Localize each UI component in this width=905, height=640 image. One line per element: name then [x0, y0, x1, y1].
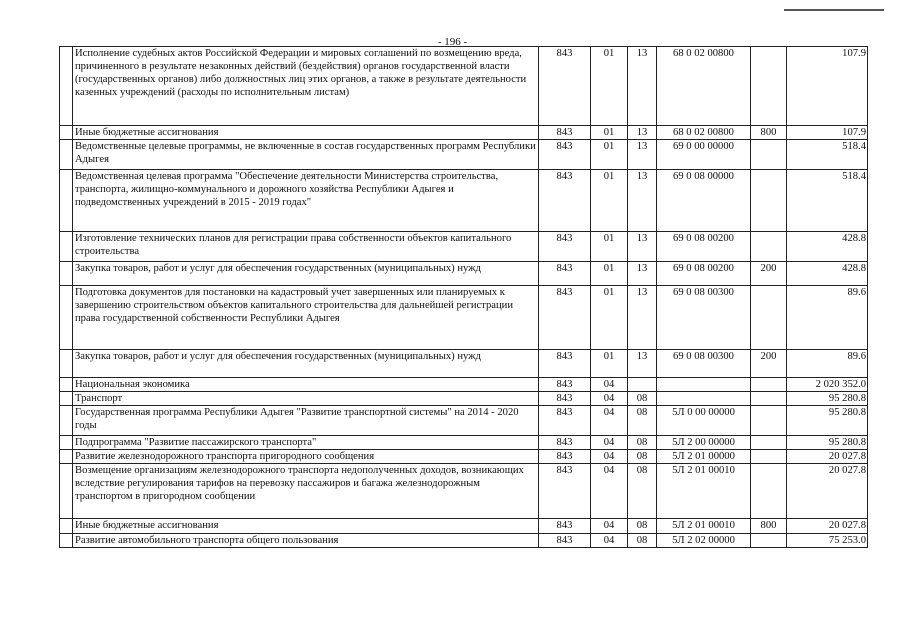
table-row — [60, 464, 868, 519]
ministry-code-cell: 843 — [539, 262, 591, 286]
amount-cell: 2 020 352.0 — [787, 378, 868, 392]
budget-table — [59, 46, 868, 548]
expense-type-cell — [751, 140, 787, 170]
ministry-code-cell: 843 — [539, 286, 591, 350]
table-row — [60, 350, 868, 378]
subsection-code-cell: 08 — [628, 392, 657, 406]
expense-type-cell: 800 — [751, 519, 787, 534]
expense-name-cell: Иные бюджетные ассигнования — [73, 126, 539, 140]
target-article-cell — [657, 392, 751, 406]
expense-type-cell — [751, 47, 787, 126]
subsection-code-cell: 13 — [628, 140, 657, 170]
table-body — [60, 47, 868, 548]
subsection-code-cell: 08 — [628, 519, 657, 534]
amount-cell: 107.9 — [787, 47, 868, 126]
target-article-cell: 5Л 2 01 00010 — [657, 464, 751, 519]
ministry-code-cell: 843 — [539, 436, 591, 450]
row-margin-cell — [60, 534, 73, 548]
subsection-code-cell: 13 — [628, 126, 657, 140]
ministry-code-cell: 843 — [539, 350, 591, 378]
expense-name-cell: Закупка товаров, работ и услуг для обеспечения государственных (муниципальных) нужд — [73, 350, 539, 378]
expense-name-cell: Иные бюджетные ассигнования — [73, 519, 539, 534]
section-code-cell: 04 — [591, 436, 628, 450]
subsection-code-cell: 13 — [628, 232, 657, 262]
ministry-code-cell: 843 — [539, 232, 591, 262]
section-code-cell: 01 — [591, 286, 628, 350]
table-row — [60, 392, 868, 406]
target-article-cell: 69 0 08 00200 — [657, 262, 751, 286]
expense-name-cell: Транспорт — [73, 392, 539, 406]
section-code-cell: 04 — [591, 378, 628, 392]
target-article-cell: 69 0 08 00300 — [657, 286, 751, 350]
table-row — [60, 450, 868, 464]
ministry-code-cell: 843 — [539, 464, 591, 519]
section-code-cell: 01 — [591, 47, 628, 126]
subsection-code-cell: 13 — [628, 286, 657, 350]
amount-cell: 428.8 — [787, 232, 868, 262]
expense-type-cell — [751, 232, 787, 262]
expense-name-cell: Подпрограмма "Развитие пассажирского транспорта" — [73, 436, 539, 450]
row-margin-cell — [60, 436, 73, 450]
row-margin-cell — [60, 519, 73, 534]
amount-cell: 95 280.8 — [787, 392, 868, 406]
expense-type-cell — [751, 406, 787, 436]
amount-cell: 95 280.8 — [787, 436, 868, 450]
amount-cell: 75 253.0 — [787, 534, 868, 548]
top-rule — [784, 9, 884, 11]
page-number: - 196 - — [437, 36, 468, 48]
table-row — [60, 140, 868, 170]
expense-type-cell: 200 — [751, 350, 787, 378]
amount-cell: 428.8 — [787, 262, 868, 286]
subsection-code-cell: 13 — [628, 262, 657, 286]
section-code-cell: 01 — [591, 126, 628, 140]
section-code-cell: 04 — [591, 464, 628, 519]
subsection-code-cell: 13 — [628, 350, 657, 378]
ministry-code-cell: 843 — [539, 378, 591, 392]
amount-cell: 20 027.8 — [787, 464, 868, 519]
section-code-cell: 04 — [591, 534, 628, 548]
row-margin-cell — [60, 170, 73, 232]
expense-type-cell — [751, 170, 787, 232]
table-row — [60, 534, 868, 548]
subsection-code-cell: 08 — [628, 534, 657, 548]
table-row — [60, 286, 868, 350]
table-row — [60, 262, 868, 286]
table-row — [60, 519, 868, 534]
target-article-cell — [657, 378, 751, 392]
expense-type-cell: 200 — [751, 262, 787, 286]
section-code-cell: 04 — [591, 406, 628, 436]
row-margin-cell — [60, 232, 73, 262]
section-code-cell: 01 — [591, 170, 628, 232]
table-row — [60, 436, 868, 450]
target-article-cell: 5Л 2 00 00000 — [657, 436, 751, 450]
amount-cell: 20 027.8 — [787, 450, 868, 464]
expense-name-cell: Исполнение судебных актов Российской Федерации и мировых соглашений по возмещению вреда, причиненного в результате незаконных действий (бездействия) органов государственной власти (государственных органов) либо должностных лиц этих органов, а также в результате деятельности казенных учреждений (расходы по исполнительным листам) — [73, 47, 539, 126]
row-margin-cell — [60, 392, 73, 406]
expense-name-cell: Закупка товаров, работ и услуг для обеспечения государственных (муниципальных) нужд — [73, 262, 539, 286]
table-row — [60, 232, 868, 262]
row-margin-cell — [60, 140, 73, 170]
amount-cell: 20 027.8 — [787, 519, 868, 534]
section-code-cell: 01 — [591, 232, 628, 262]
amount-cell: 89.6 — [787, 286, 868, 350]
section-code-cell: 04 — [591, 450, 628, 464]
expense-type-cell — [751, 286, 787, 350]
section-code-cell: 04 — [591, 392, 628, 406]
table-row — [60, 378, 868, 392]
subsection-code-cell: 13 — [628, 47, 657, 126]
section-code-cell: 01 — [591, 140, 628, 170]
expense-type-cell — [751, 392, 787, 406]
target-article-cell: 69 0 08 00300 — [657, 350, 751, 378]
subsection-code-cell: 08 — [628, 450, 657, 464]
ministry-code-cell: 843 — [539, 140, 591, 170]
table-row — [60, 47, 868, 126]
row-margin-cell — [60, 378, 73, 392]
expense-name-cell: Национальная экономика — [73, 378, 539, 392]
expense-name-cell: Подготовка документов для постановки на кадастровый учет завершенных или планируемых к завершению строительством объектов капитального строительства для дальнейшей регистрации права государственной собственности Республики Адыгея — [73, 286, 539, 350]
amount-cell: 89.6 — [787, 350, 868, 378]
expense-name-cell: Изготовление технических планов для регистрации права собственности объектов капитального строительства — [73, 232, 539, 262]
expense-name-cell: Развитие железнодорожного транспорта пригородного сообщения — [73, 450, 539, 464]
amount-cell: 518.4 — [787, 170, 868, 232]
table-row — [60, 126, 868, 140]
ministry-code-cell: 843 — [539, 534, 591, 548]
row-margin-cell — [60, 464, 73, 519]
subsection-code-cell: 13 — [628, 170, 657, 232]
expense-type-cell — [751, 464, 787, 519]
expense-name-cell: Государственная программа Республики Адыгея "Развитие транспортной системы" на 2014 - 2020 годы — [73, 406, 539, 436]
section-code-cell: 04 — [591, 519, 628, 534]
ministry-code-cell: 843 — [539, 126, 591, 140]
expense-type-cell — [751, 378, 787, 392]
ministry-code-cell: 843 — [539, 47, 591, 126]
ministry-code-cell: 843 — [539, 519, 591, 534]
subsection-code-cell — [628, 378, 657, 392]
amount-cell: 107.9 — [787, 126, 868, 140]
row-margin-cell — [60, 262, 73, 286]
ministry-code-cell: 843 — [539, 406, 591, 436]
target-article-cell: 68 0 02 00800 — [657, 126, 751, 140]
expense-name-cell: Развитие автомобильного транспорта общего пользования — [73, 534, 539, 548]
row-margin-cell — [60, 286, 73, 350]
expense-type-cell: 800 — [751, 126, 787, 140]
target-article-cell: 5Л 2 01 00010 — [657, 519, 751, 534]
ministry-code-cell: 843 — [539, 170, 591, 232]
amount-cell: 95 280.8 — [787, 406, 868, 436]
expense-type-cell — [751, 436, 787, 450]
row-margin-cell — [60, 126, 73, 140]
row-margin-cell — [60, 350, 73, 378]
row-margin-cell — [60, 406, 73, 436]
target-article-cell: 5Л 2 01 00000 — [657, 450, 751, 464]
subsection-code-cell: 08 — [628, 436, 657, 450]
ministry-code-cell: 843 — [539, 392, 591, 406]
amount-cell: 518.4 — [787, 140, 868, 170]
expense-type-cell — [751, 450, 787, 464]
expense-type-cell — [751, 534, 787, 548]
target-article-cell: 5Л 0 00 00000 — [657, 406, 751, 436]
expense-name-cell: Ведомственная целевая программа "Обеспечение деятельности Министерства строительства, транспорта, жилищно-коммунального и дорожного хозяйства Республики Адыгея и подведомственных учреждений в 2015 - 2019 годах" — [73, 170, 539, 232]
expense-name-cell: Возмещение организациям железнодорожного транспорта недополученных доходов, возникающих вследствие регулирования тарифов на перевозку пассажиров и багажа железнодорожным транспортом в пригородном сообщении — [73, 464, 539, 519]
table-row — [60, 406, 868, 436]
ministry-code-cell: 843 — [539, 450, 591, 464]
row-margin-cell — [60, 47, 73, 126]
subsection-code-cell: 08 — [628, 464, 657, 519]
row-margin-cell — [60, 450, 73, 464]
target-article-cell: 68 0 02 00800 — [657, 47, 751, 126]
subsection-code-cell: 08 — [628, 406, 657, 436]
expense-name-cell: Ведомственные целевые программы, не включенные в состав государственных программ Республики Адыгея — [73, 140, 539, 170]
table-row — [60, 170, 868, 232]
section-code-cell: 01 — [591, 350, 628, 378]
target-article-cell: 69 0 08 00200 — [657, 232, 751, 262]
target-article-cell: 69 0 00 00000 — [657, 140, 751, 170]
target-article-cell: 5Л 2 02 00000 — [657, 534, 751, 548]
section-code-cell: 01 — [591, 262, 628, 286]
target-article-cell: 69 0 08 00000 — [657, 170, 751, 232]
